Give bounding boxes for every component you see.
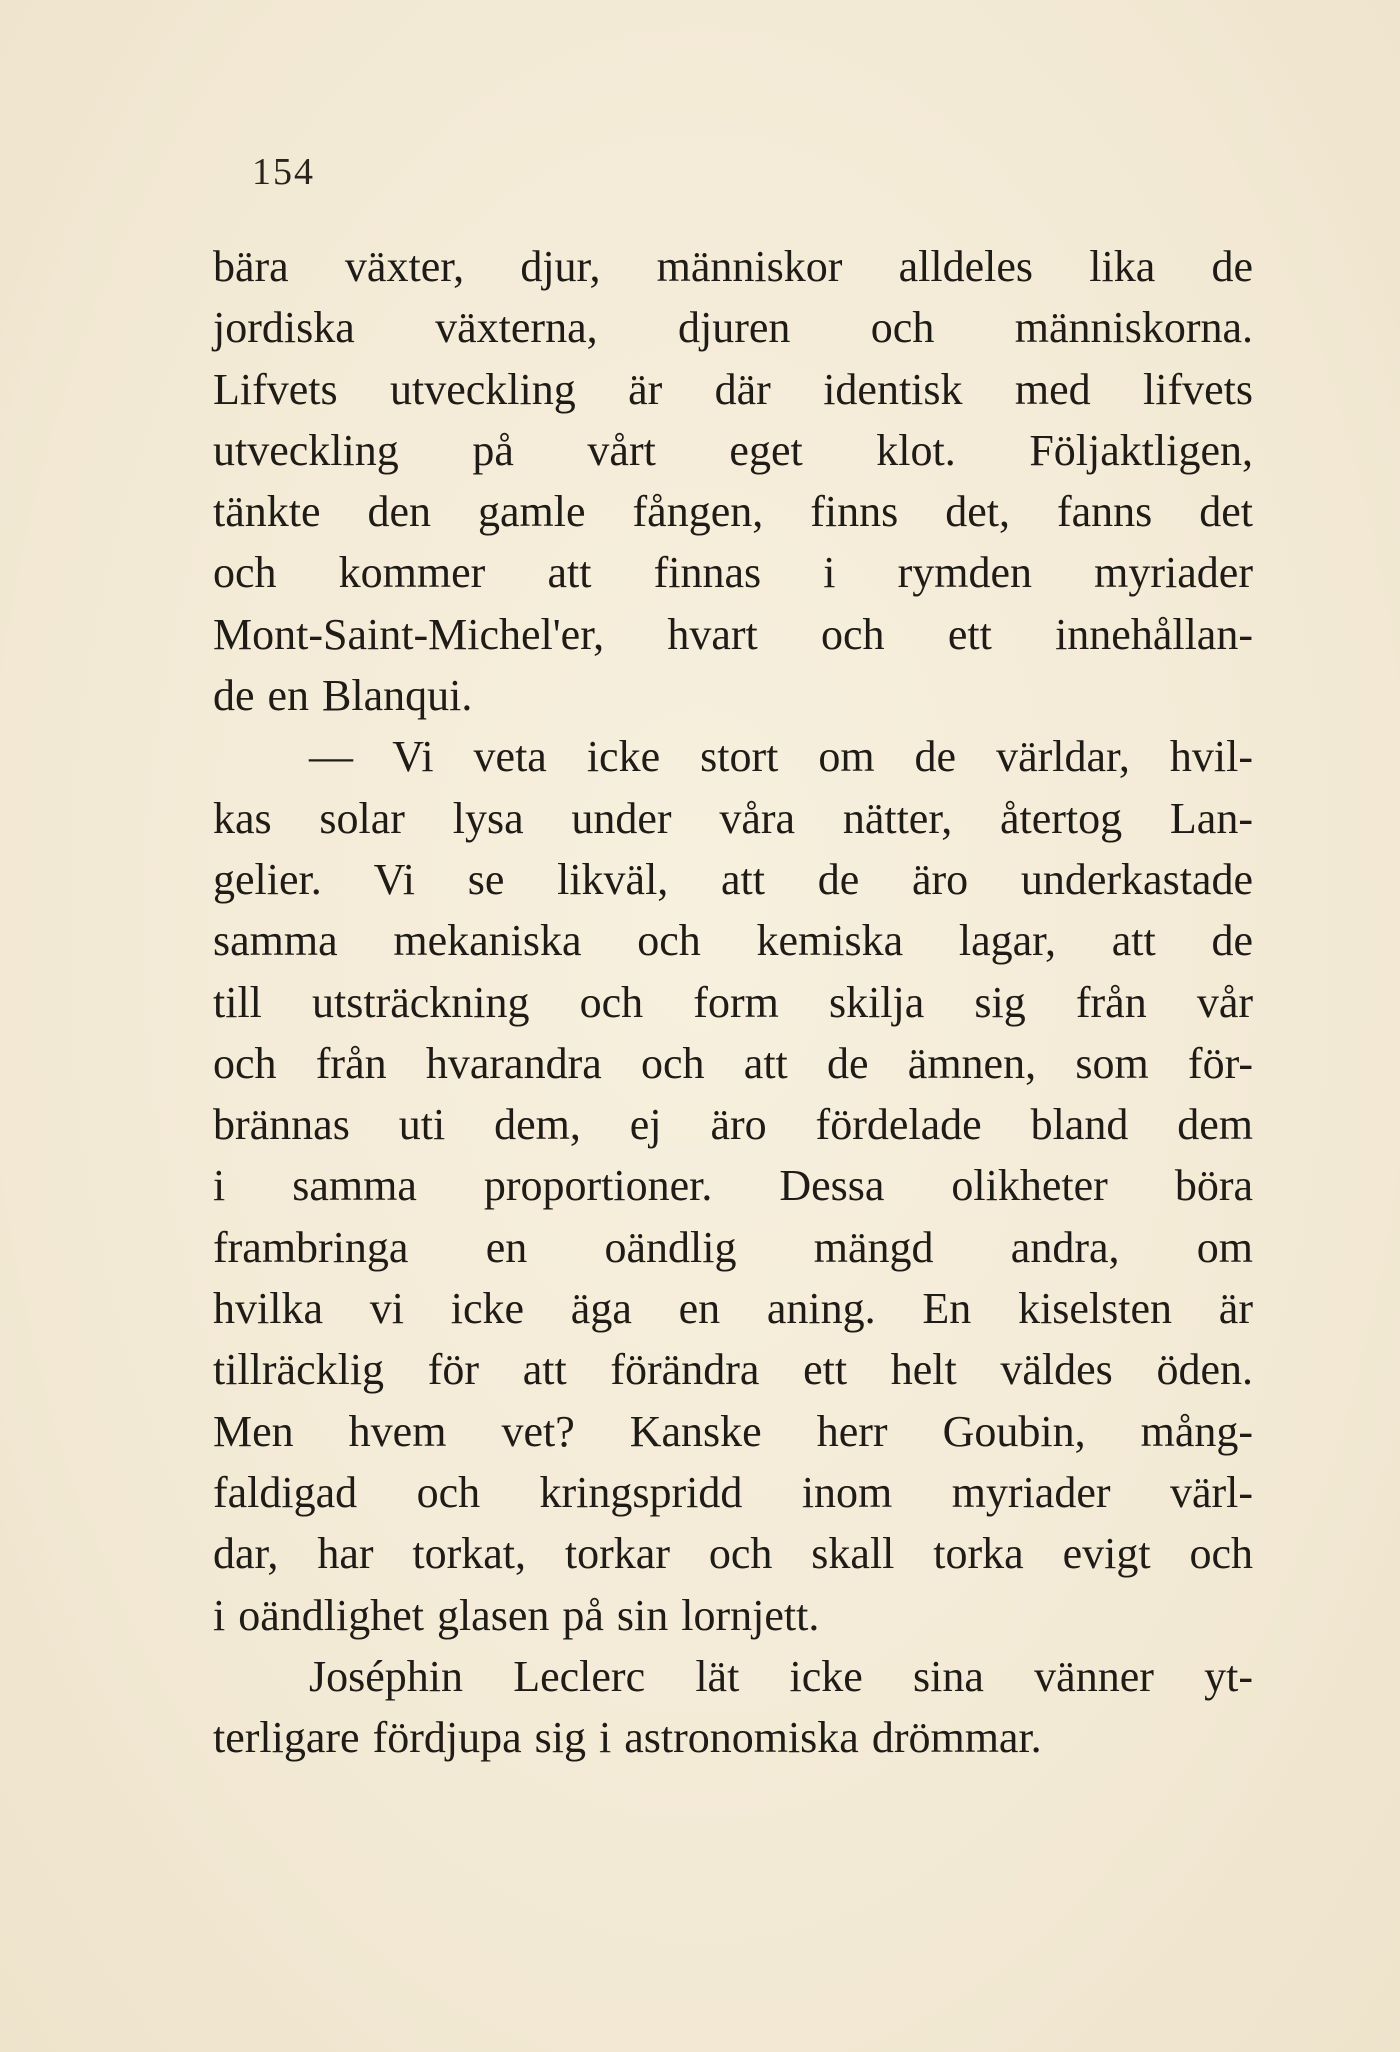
text-line: och kommer att finnas i rymden myriader [213,548,1253,598]
text-line: — Vi veta icke stort om de världar, hvil- [309,732,1253,782]
text-line: Men hvem vet? Kanske herr Goubin, mång- [213,1406,1253,1456]
text-line: i samma proportioner. Dessa olikheter böra [213,1161,1253,1211]
text-line: jordiska växterna, djuren och människorna. [213,303,1253,353]
text-line: hvilka vi icke äga en aning. En kiselsten är [213,1284,1253,1334]
text-line: terligare fördjupa sig i astronomiska drömmar. [213,1713,1042,1763]
text-line: kas solar lysa under våra nätter, återtog Lan- [213,793,1253,843]
text-line: Mont-Saint-Michel'er, hvart och ett innehållan- [213,609,1253,659]
text-line: Joséphin Leclerc lät icke sina vänner yt- [309,1651,1253,1701]
text-line: gelier. Vi se likväl, att de äro underkastade [213,854,1253,904]
text-line: frambringa en oändlig mängd andra, om [213,1222,1253,1272]
text-line: utveckling på vårt eget klot. Följaktligen, [213,425,1253,475]
text-line: i oändlighet glasen på sin lornjett. [213,1590,820,1640]
text-line: tänkte den gamle fången, finns det, fanns det [213,487,1253,537]
text-line: de en Blanqui. [213,671,473,721]
text-line: dar, har torkat, torkar och skall torka evigt och [213,1529,1253,1579]
text-line: Lifvets utveckling är där identisk med lifvets [213,364,1253,414]
text-line: faldigad och kringspridd inom myriader värl- [213,1467,1253,1517]
text-line: bära växter, djur, människor alldeles lika de [213,242,1253,291]
text-line: brännas uti dem, ej äro fördelade bland dem [213,1100,1253,1150]
text-line: till utsträckning och form skilja sig från vår [213,977,1253,1027]
text-line: samma mekaniska och kemiska lagar, att de [213,916,1253,966]
body-text [213,236,1253,1768]
text-line: och från hvarandra och att de ämnen, som för- [213,1038,1253,1088]
page-number: 154 [252,151,315,193]
text-line: tillräcklig för att förändra ett helt väldes öden. [213,1345,1253,1395]
